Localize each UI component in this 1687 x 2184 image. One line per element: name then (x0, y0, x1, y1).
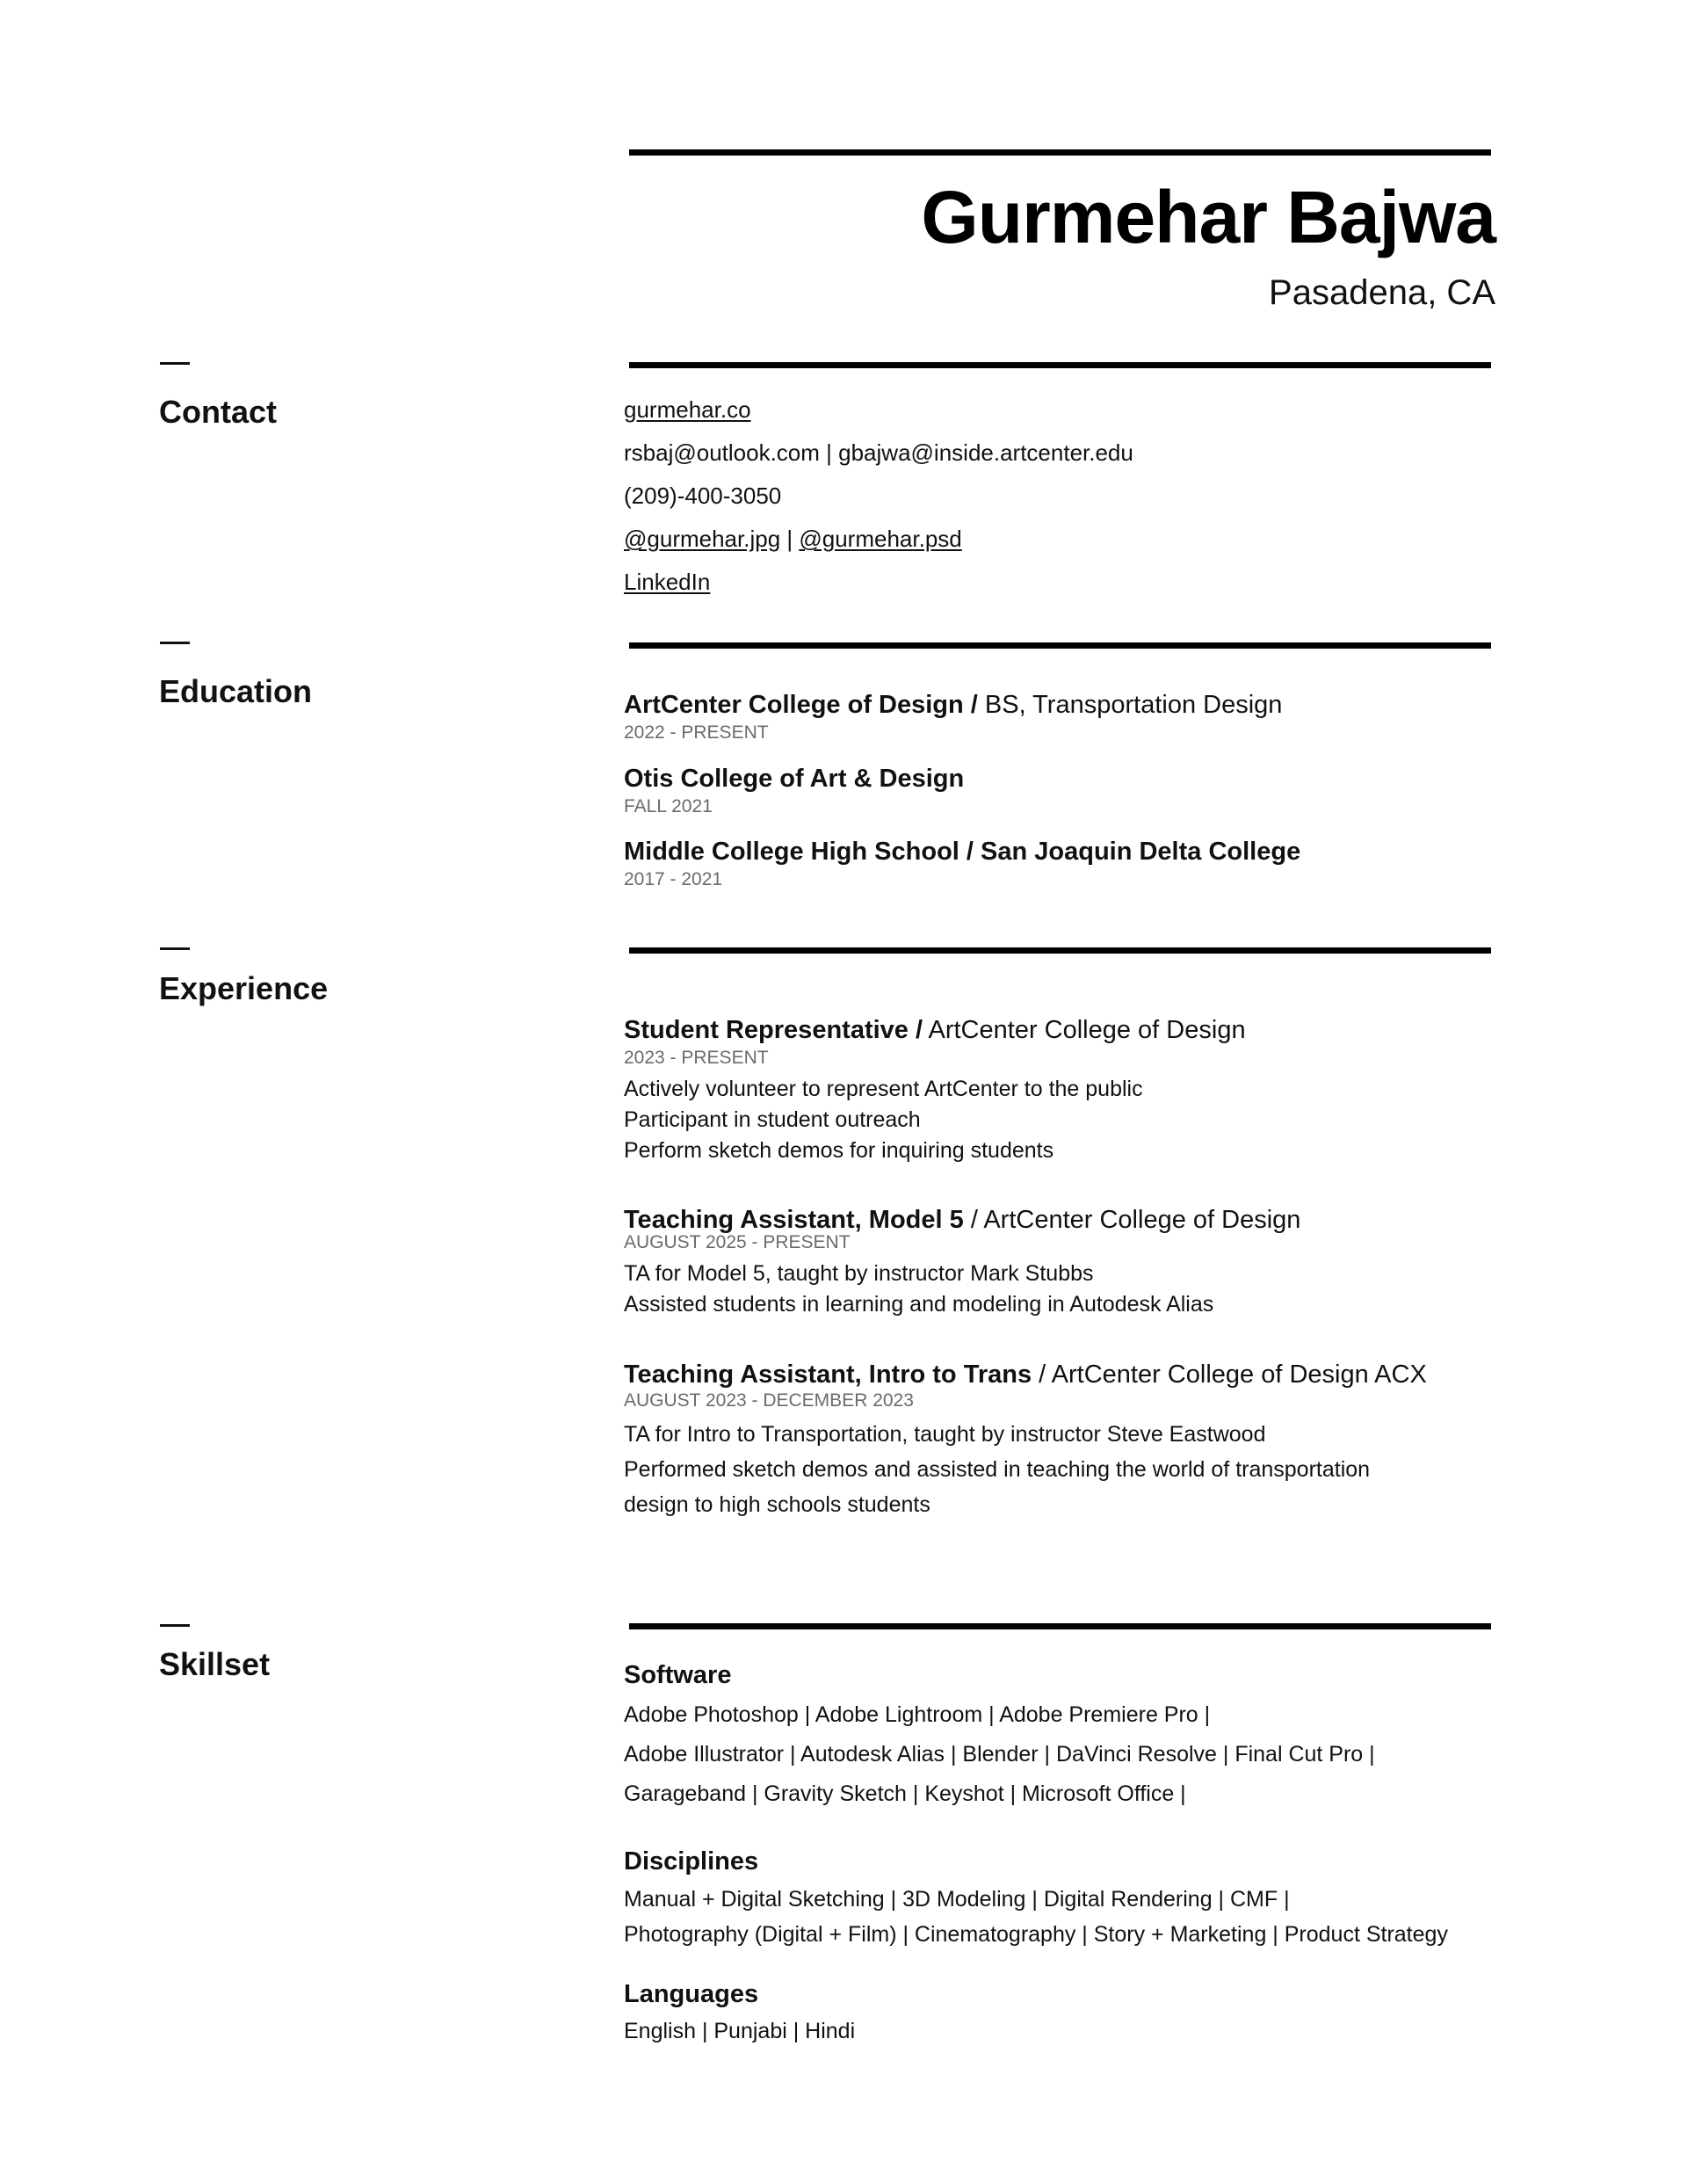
job-org: / ArtCenter College of Design (970, 1206, 1301, 1234)
resume-location: Pasadena, CA (1269, 273, 1495, 312)
section-dash (160, 947, 190, 950)
job-dates: AUGUST 2025 - PRESENT (624, 1232, 851, 1252)
education-dates: 2017 - 2021 (624, 869, 723, 889)
school-name: Otis College of Art & Design (624, 765, 965, 793)
school-name: ArtCenter College of Design / (624, 691, 978, 719)
experience-entry (624, 1204, 1485, 1320)
job-org: / ArtCenter College of Design ACX (1039, 1360, 1427, 1389)
software-list-line: Adobe Illustrator | Autodesk Alias | Blender | DaVinci Resolve | Final Cut Pro | (624, 1742, 1375, 1767)
school-name: Middle College High School / San Joaquin Delta College (624, 838, 1301, 866)
contact-block (624, 388, 1485, 604)
section-dash (160, 1624, 190, 1627)
skills-software (624, 1659, 1485, 1814)
software-list-line: Garageband | Gravity Sketch | Keyshot | Microsoft Office | (624, 1781, 1186, 1806)
job-duty: Performed sketch demos and assisted in teaching the world of transportation (624, 1457, 1371, 1482)
email-primary[interactable]: rsbaj@outlook.com (624, 439, 820, 466)
section-rule-experience (629, 947, 1491, 954)
job-duty: Perform sketch demos for inquiring students (624, 1138, 1054, 1163)
disciplines-list-line: Manual + Digital Sketching | 3D Modeling | Digital Rendering | CMF | (624, 1887, 1290, 1912)
education-entry (624, 689, 1485, 745)
header-top-rule (629, 149, 1491, 156)
linkedin-link[interactable]: LinkedIn (624, 569, 711, 595)
education-entry (624, 836, 1485, 892)
section-title-skillset: Skillset (159, 1646, 271, 1682)
experience-entry (624, 1014, 1485, 1166)
education-dates: FALL 2021 (624, 796, 713, 816)
education-entry (624, 763, 1485, 819)
section-rule-contact (629, 362, 1491, 368)
section-title-education: Education (159, 673, 313, 709)
section-dash (160, 642, 190, 644)
section-title-experience: Experience (159, 970, 329, 1006)
skills-subheading: Disciplines (624, 1847, 759, 1876)
job-duty: TA for Intro to Transportation, taught by instructor Steve Eastwood (624, 1422, 1266, 1447)
education-dates: 2022 - PRESENT (624, 722, 769, 743)
instagram-link-jpg[interactable]: @gurmehar.jpg (624, 526, 781, 552)
section-rule-education (629, 642, 1491, 649)
section-title-contact: Contact (159, 394, 277, 430)
section-rule-skillset (629, 1623, 1491, 1629)
phone-number[interactable]: (209)-400-3050 (624, 483, 782, 509)
software-list-line: Adobe Photoshop | Adobe Lightroom | Adobe Premiere Pro | (624, 1702, 1211, 1727)
job-duty: design to high schools students (624, 1492, 930, 1517)
job-dates: 2023 - PRESENT (624, 1048, 769, 1068)
website-link[interactable]: gurmehar.co (624, 396, 751, 423)
job-role: Teaching Assistant, Model 5 (624, 1206, 964, 1234)
job-duty: Actively volunteer to represent ArtCenter to the public (624, 1077, 1143, 1101)
disciplines-list-line: Photography (Digital + Film) | Cinematography | Story + Marketing | Product Strategy (624, 1922, 1448, 1947)
job-duty: Participant in student outreach (624, 1107, 921, 1132)
skills-subheading: Software (624, 1661, 732, 1689)
experience-entry (624, 1359, 1485, 1522)
resume-name: Gurmehar Bajwa (921, 176, 1495, 258)
skills-subheading: Languages (624, 1980, 759, 2008)
job-duty: Assisted students in learning and modeling in Autodesk Alias (624, 1292, 1214, 1317)
degree: BS, Transportation Design (984, 691, 1283, 719)
job-org: ArtCenter College of Design (928, 1016, 1246, 1044)
job-role: Student Representative / (624, 1016, 923, 1044)
job-duty: TA for Model 5, taught by instructor Mark Stubbs (624, 1261, 1094, 1286)
job-dates: AUGUST 2023 - DECEMBER 2023 (624, 1390, 914, 1411)
separator: | (819, 439, 839, 466)
languages-list: English | Punjabi | Hindi (624, 2019, 856, 2043)
job-role: Teaching Assistant, Intro to Trans (624, 1360, 1032, 1389)
separator: | (780, 526, 800, 552)
skills-languages (624, 1978, 1485, 2049)
email-school[interactable]: gbajwa@inside.artcenter.edu (838, 439, 1133, 466)
skills-disciplines (624, 1846, 1485, 1952)
section-dash (160, 362, 190, 365)
instagram-link-psd[interactable]: @gurmehar.psd (799, 526, 962, 552)
